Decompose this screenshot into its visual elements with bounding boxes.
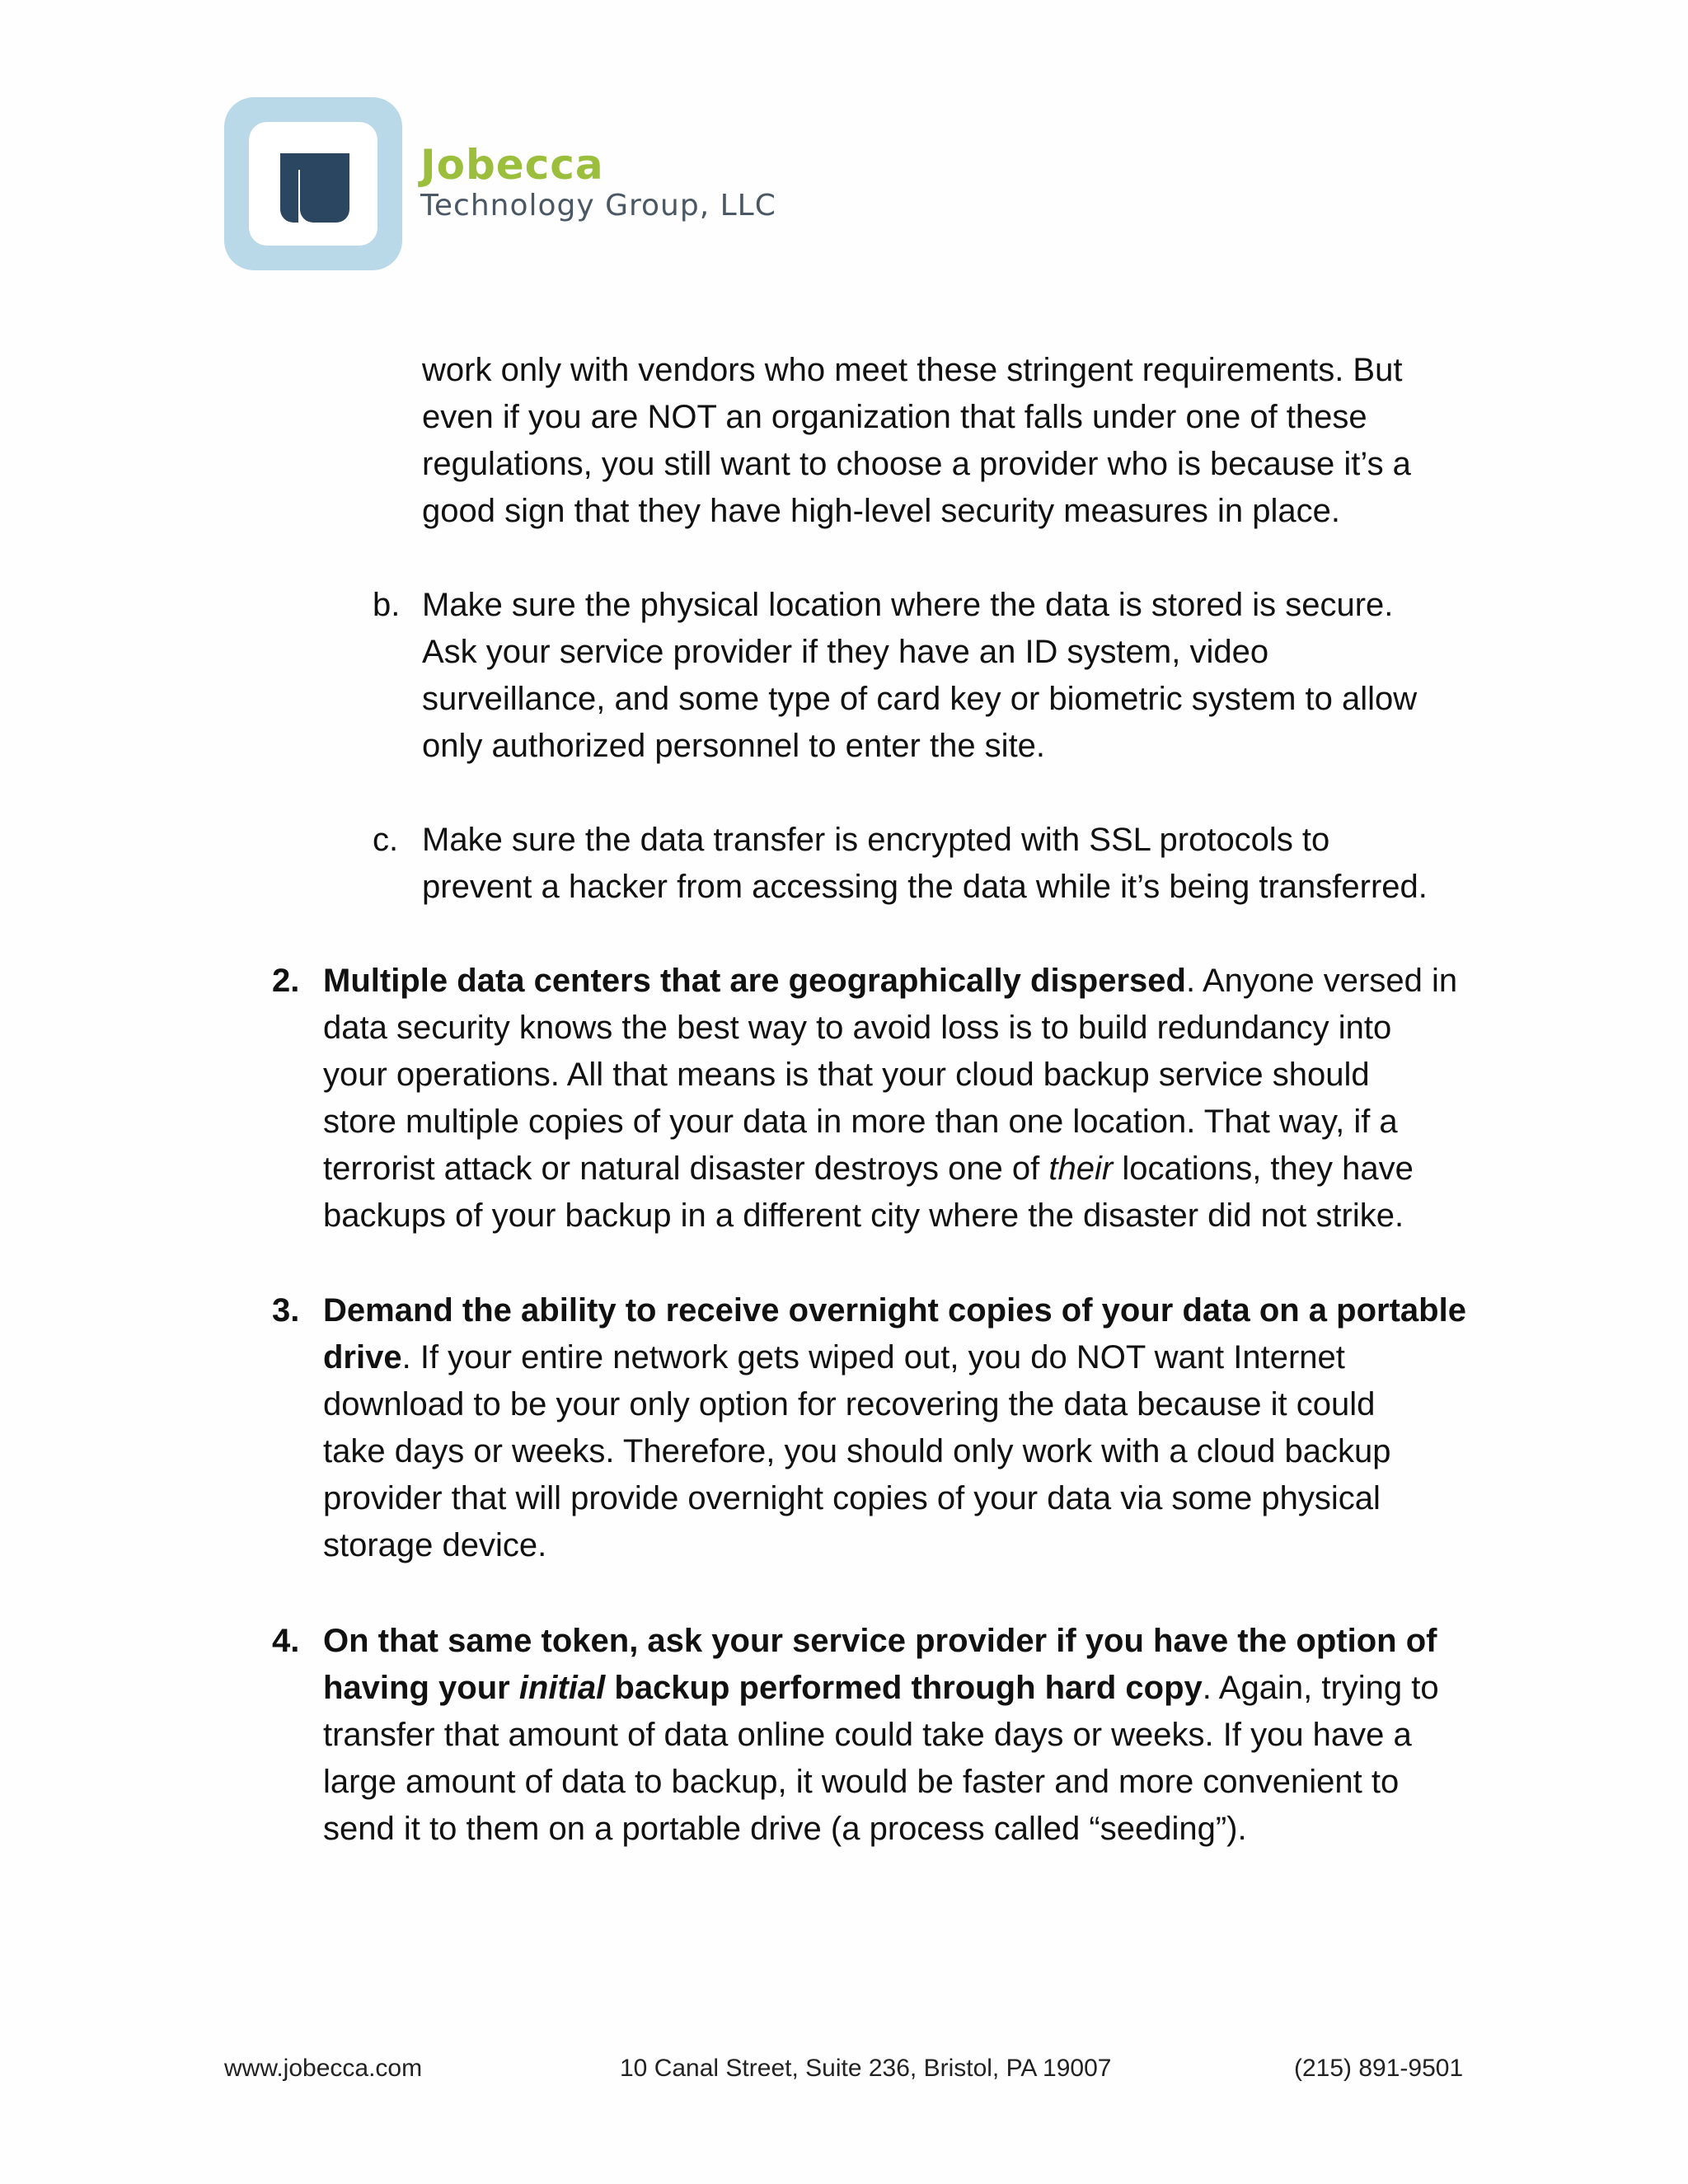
text-post: locations, they have xyxy=(1113,1151,1414,1187)
company-logo-icon xyxy=(224,97,402,270)
text-line: Make sure the physical location where the data is stored is secure. xyxy=(422,587,1394,623)
text-line: send it to them on a portable drive (a process called “seeding”). xyxy=(323,1811,1247,1847)
logo-name: Jobecca xyxy=(420,141,604,189)
bold-italic-word: initial xyxy=(518,1670,606,1706)
footer-phone: (215) 891-9501 xyxy=(1294,2055,1464,2082)
text-line xyxy=(323,1618,1439,1665)
logo-subtitle: Technology Group, LLC xyxy=(420,189,776,223)
bold-post: backup performed through hard copy xyxy=(605,1670,1203,1706)
text-line: regulations, you still want to choose a provider who is because it’s a xyxy=(422,446,1411,482)
text-line: download to be your only option for recovering the data because it could xyxy=(323,1386,1376,1422)
company-logo-text xyxy=(420,142,776,224)
bold-lead: Multiple data centers that are geographically dispersed xyxy=(323,963,1186,999)
text-line: only authorized personnel to enter the site. xyxy=(422,728,1046,764)
text-line xyxy=(323,958,1457,1005)
lead-rest: . If your entire network gets wiped out, you do NOT want Internet xyxy=(401,1339,1345,1376)
list-marker: 3. xyxy=(272,1292,300,1329)
list-item xyxy=(323,1287,1466,1569)
text-line: your operations. All that means is that your cloud backup service should xyxy=(323,1057,1370,1093)
footer-address: 10 Canal Street, Suite 236, Bristol, PA 19007 xyxy=(620,2055,1112,2082)
text-line: good sign that they have high-level security measures in place. xyxy=(422,493,1340,529)
text-line: Make sure the data transfer is encrypted with SSL protocols to xyxy=(422,822,1330,858)
text-line: work only with vendors who meet these stringent requirements. But xyxy=(422,352,1403,388)
text-line xyxy=(323,1334,1466,1381)
text-line xyxy=(323,1665,1439,1712)
bold-lead: drive xyxy=(323,1339,402,1376)
text-line: transfer that amount of data online could take days or weeks. If you have a xyxy=(323,1717,1412,1753)
text-line: data security knows the best way to avoid loss is to build redundancy into xyxy=(323,1010,1392,1046)
text-line: take days or weeks. Therefore, you should only work with a cloud backup xyxy=(323,1433,1391,1469)
text-line: storage device. xyxy=(323,1527,547,1563)
bold-lead: On that same token, ask your service provider if you have the option of xyxy=(323,1623,1437,1659)
list-marker: c. xyxy=(373,822,399,858)
text-line: store multiple copies of your data in more than one location. That way, if a xyxy=(323,1104,1398,1140)
list-item xyxy=(323,958,1457,1240)
lead-rest: . Again, trying to xyxy=(1202,1670,1439,1706)
text-line: even if you are NOT an organization that falls under one of these xyxy=(422,399,1367,435)
text-line: large amount of data to backup, it would be faster and more convenient to xyxy=(323,1764,1400,1800)
continuation-paragraph xyxy=(422,347,1411,535)
text-line xyxy=(323,1146,1457,1193)
text-line: prevent a hacker from accessing the data while it’s being transferred. xyxy=(422,869,1428,905)
italic-word: their xyxy=(1048,1151,1114,1187)
list-marker: 2. xyxy=(272,963,300,999)
lead-rest: . Anyone versed in xyxy=(1185,963,1458,999)
text-line xyxy=(323,1287,1466,1334)
text-line: provider that will provide overnight copies of your data via some physical xyxy=(323,1480,1381,1516)
list-marker: 4. xyxy=(272,1623,300,1659)
text-line: backups of your backup in a different city where the disaster did not strike. xyxy=(323,1197,1404,1234)
list-item xyxy=(323,1618,1439,1853)
footer-website: www.jobecca.com xyxy=(224,2055,423,2082)
text-pre: terrorist attack or natural disaster destroys one of xyxy=(323,1151,1049,1187)
text-line: surveillance, and some type of card key or biometric system to allow xyxy=(422,681,1418,717)
list-item xyxy=(422,817,1428,911)
bold-lead: Demand the ability to receive overnight copies of your data on a portable xyxy=(323,1292,1466,1329)
list-item xyxy=(422,582,1417,770)
bold-pre: having your xyxy=(323,1670,519,1706)
list-marker: b. xyxy=(373,587,401,623)
text-line: Ask your service provider if they have an ID system, video xyxy=(422,634,1269,670)
